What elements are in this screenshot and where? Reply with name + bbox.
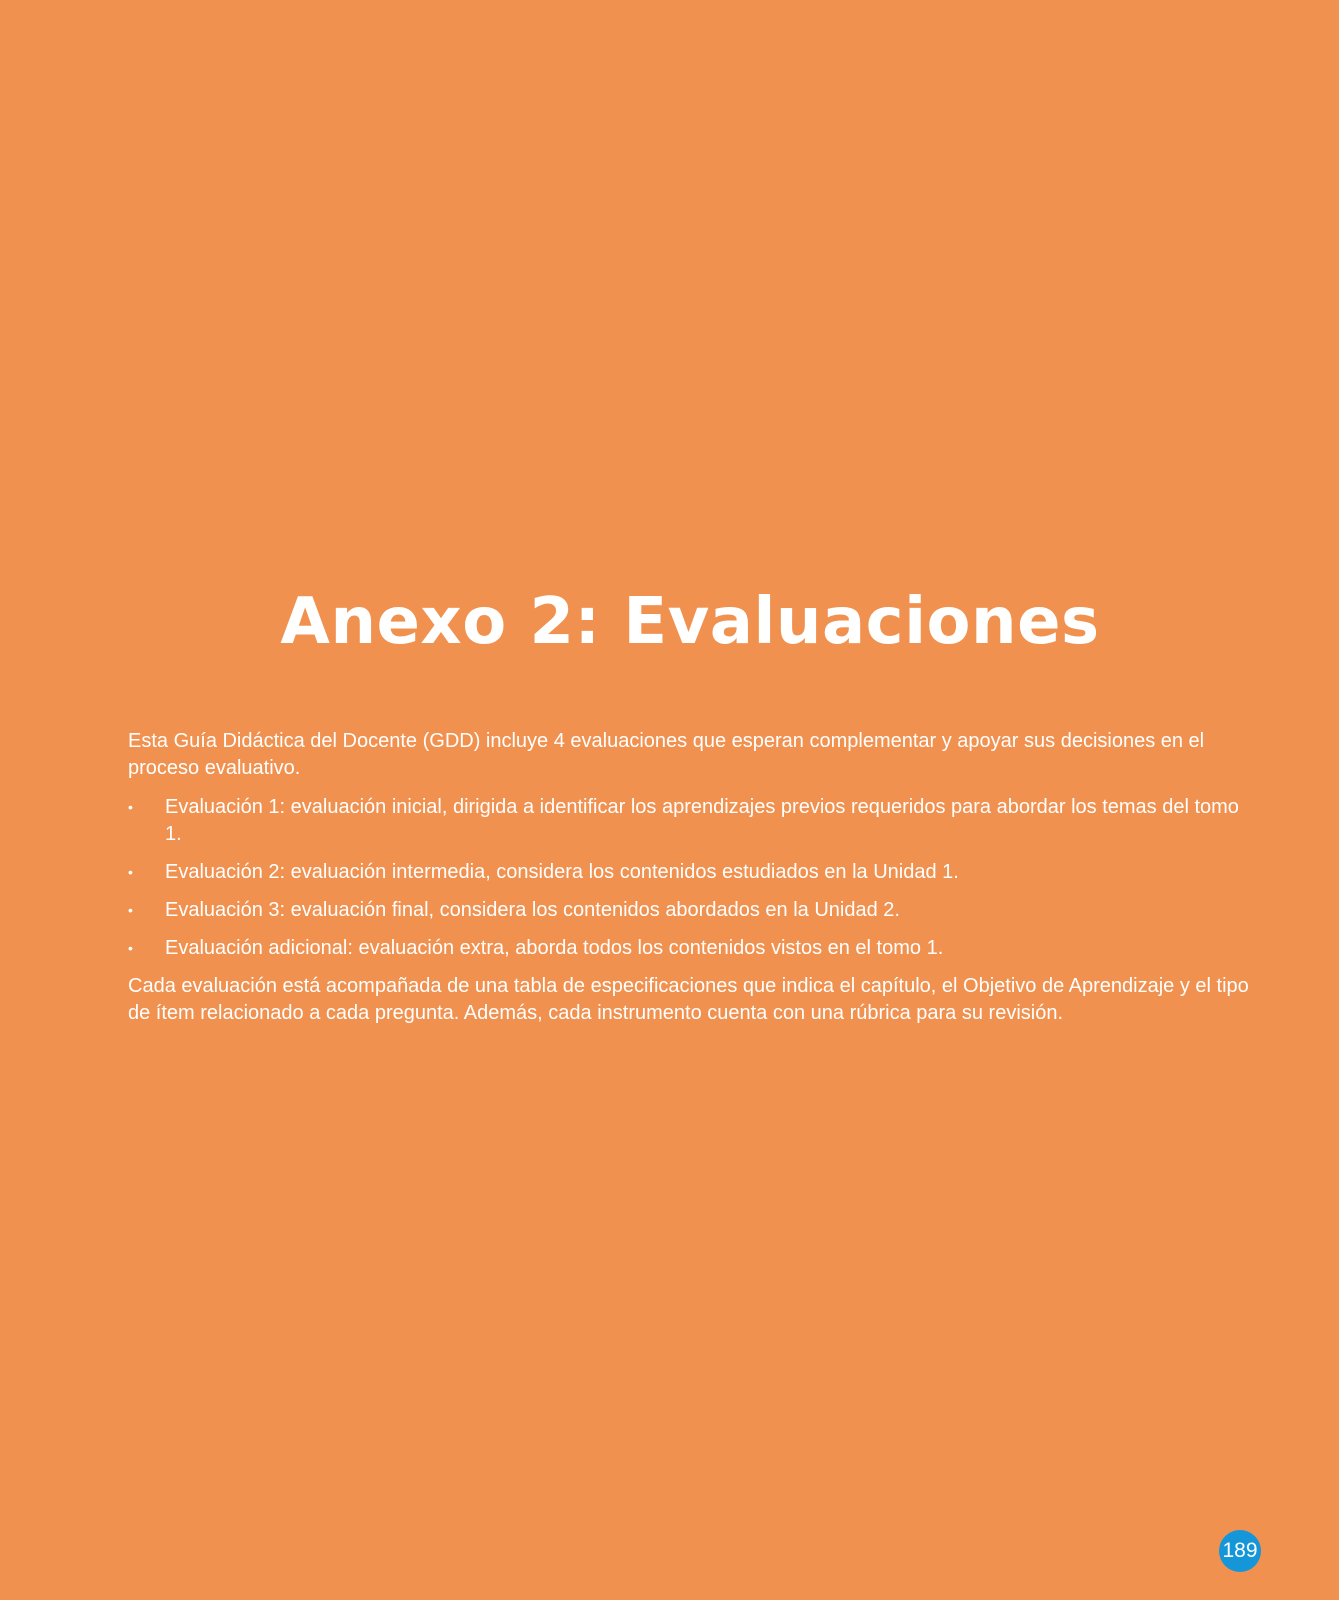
list-item-text: Evaluación 3: evaluación final, considera los contenidos abordados en la Unidad 2. bbox=[165, 899, 900, 921]
evaluation-list bbox=[128, 794, 1250, 962]
intro-paragraph: Esta Guía Didáctica del Docente (GDD) incluye 4 evaluaciones que esperan complementar y apoyar sus decisiones en el proceso evaluativo. bbox=[128, 730, 1205, 779]
list-item bbox=[128, 935, 1250, 962]
list-item-text: Evaluación 2: evaluación intermedia, considera los contenidos estudiados en la Unidad 1. bbox=[165, 861, 959, 883]
bullet-icon: • bbox=[128, 864, 133, 880]
page-title: Anexo 2: Evaluaciones bbox=[280, 585, 1100, 659]
page-number-badge: 189 bbox=[1219, 1530, 1261, 1572]
list-item-text: Evaluación adicional: evaluación extra, aborda todos los contenidos vistos en el tomo 1. bbox=[165, 937, 944, 959]
bullet-icon: • bbox=[128, 799, 133, 815]
bullet-icon: • bbox=[128, 902, 133, 918]
bullet-icon: • bbox=[128, 940, 133, 956]
list-item bbox=[128, 794, 1250, 848]
list-item-text: Evaluación 1: evaluación inicial, dirigida a identificar los aprendizajes previos requeridos para abordar los temas del tomo 1. bbox=[165, 796, 1239, 845]
closing-paragraph: Cada evaluación está acompañada de una tabla de especificaciones que indica el capítulo, el Objetivo de Aprendizaje y el tipo de ítem relacionado a cada pregunta. Además, cada instrumento cuenta con una rúbrica para su revisión. bbox=[128, 975, 1249, 1024]
body-content bbox=[128, 728, 1250, 1027]
list-item bbox=[128, 897, 1250, 924]
list-item bbox=[128, 859, 1250, 886]
